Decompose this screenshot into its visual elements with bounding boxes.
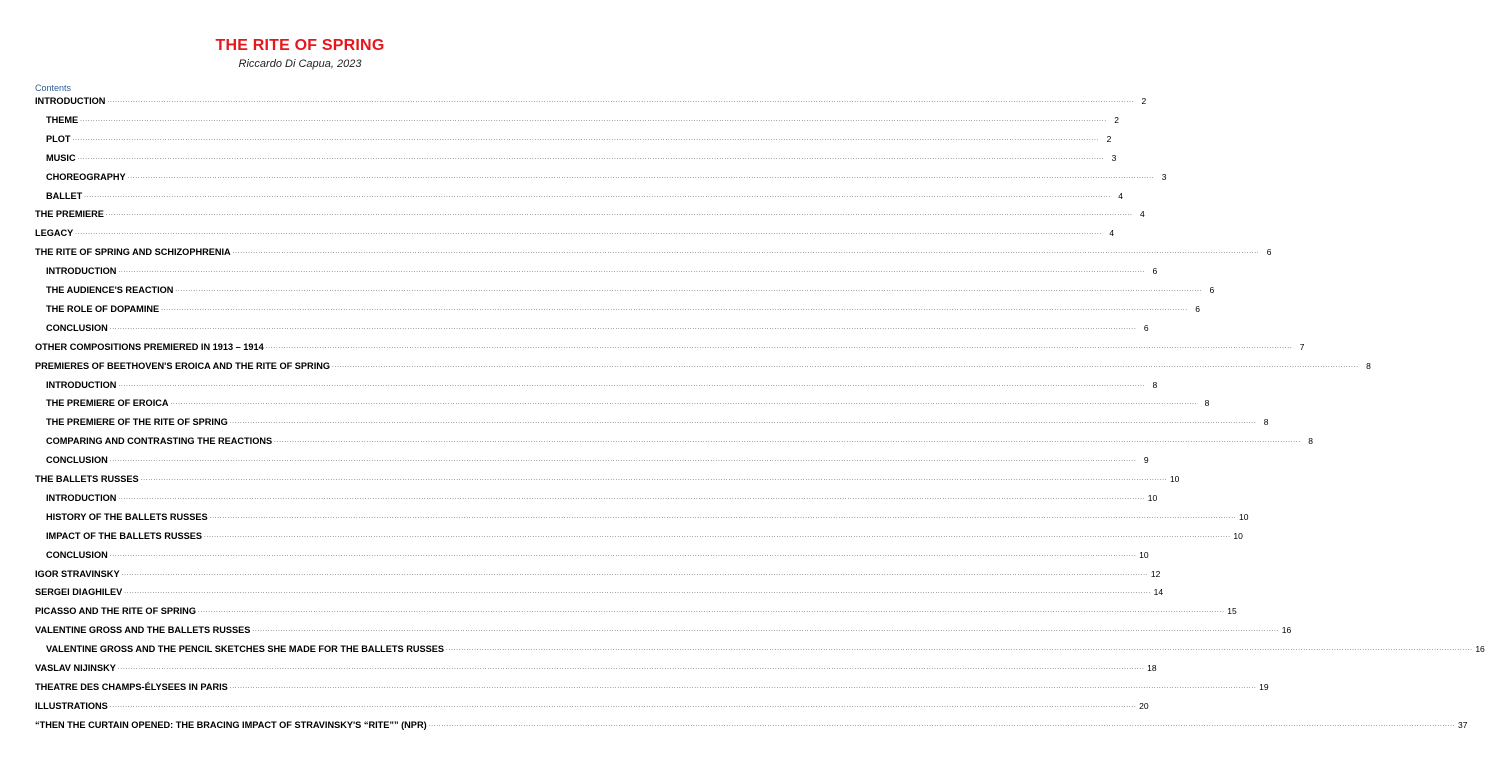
toc-leader-dots: ................................................................................................................................................................................................................................................................................................................................................................................................................ <box>197 608 1225 615</box>
toc-entry-page: 18 <box>1147 663 1157 673</box>
toc-leader-dots: ................................................................................................................................................................................................................................................................................................................................................................................................................ <box>446 646 1473 653</box>
document-title: THE RITE OF SPRING <box>215 37 385 54</box>
toc-leader-dots: ................................................................................................................................................................................................................................................................................................................................................................................................................ <box>105 211 1133 218</box>
toc-leader-dots: ................................................................................................................................................................................................................................................................................................................................................................................................................ <box>170 400 1198 407</box>
toc-entry-page: 10 <box>1233 530 1243 541</box>
toc-entry[interactable] <box>35 603 1237 617</box>
toc-entry-label: THE BALLETS RUSSES <box>35 474 139 484</box>
toc-entry[interactable] <box>46 528 1243 542</box>
toc-leader-dots: ................................................................................................................................................................................................................................................................................................................................................................................................................ <box>121 570 1149 577</box>
toc-entry-page: 8 <box>1308 436 1313 447</box>
toc-entry-page: 6 <box>1209 285 1215 295</box>
toc-entry-label: PREMIERES OF BEETHOVEN'S EROICA AND THE RITE OF SPRING <box>35 360 331 371</box>
toc-entry-page: 4 <box>1109 228 1115 239</box>
toc-entry-label: CONCLUSION <box>46 455 108 466</box>
toc-entry-page: 3 <box>1161 171 1167 182</box>
toc-entry-page: 6 <box>1266 247 1272 258</box>
toc-leader-dots: ................................................................................................................................................................................................................................................................................................................................................................................................................ <box>161 305 1188 312</box>
toc-leader-dots: ................................................................................................................................................................................................................................................................................................................................................................................................................ <box>109 551 1137 558</box>
toc-entry-label: HISTORY OF THE BALLETS RUSSES <box>46 511 208 522</box>
toc-entry-label: BALLET <box>46 190 83 201</box>
toc-leader-dots: ................................................................................................................................................................................................................................................................................................................................................................................................................ <box>118 268 1146 275</box>
toc-entry[interactable] <box>46 377 1158 391</box>
toc-entry-page: 6 <box>1195 303 1200 314</box>
toc-entry[interactable] <box>46 301 1200 315</box>
toc-entry-label: CONCLUSION <box>46 549 108 560</box>
toc-entry-page: 10 <box>1169 474 1180 484</box>
toc-entry-page: 8 <box>1204 398 1210 409</box>
toc-leader-dots: ................................................................................................................................................................................................................................................................................................................................................................................................................ <box>72 135 1100 142</box>
toc-leader-dots: ................................................................................................................................................................................................................................................................................................................................................................................................................ <box>107 98 1135 104</box>
toc-entry[interactable] <box>35 358 1371 372</box>
toc-entry-page: 8 <box>1366 360 1371 371</box>
toc-entry[interactable] <box>35 471 1180 485</box>
toc-leader-dots: ................................................................................................................................................................................................................................................................................................................................................................................................................ <box>117 665 1145 671</box>
toc-entry-label: COMPARING AND CONTRASTING THE REACTIONS <box>46 436 273 447</box>
toc-entry[interactable] <box>35 679 1269 693</box>
toc-entry-label: CONCLUSION <box>46 322 108 333</box>
toc-entry-label: ILLUSTRATIONS <box>35 700 108 711</box>
toc-entry-label: VALENTINE GROSS AND THE BALLETS RUSSES <box>35 625 251 636</box>
toc-entry-page: 8 <box>1263 417 1269 428</box>
toc-entry-page: 16 <box>1281 625 1292 636</box>
toc-entry-page: 7 <box>1299 341 1305 352</box>
contents-heading: Contents <box>35 83 72 93</box>
toc-entry-page: 6 <box>1143 322 1149 333</box>
toc-entry-page: 4 <box>1139 209 1145 220</box>
toc-entry-label: OTHER COMPOSITIONS PREMIERED IN 1913 – 1914 <box>35 341 264 352</box>
toc-leader-dots: ................................................................................................................................................................................................................................................................................................................................................................................................................ <box>84 192 1112 199</box>
toc-entry[interactable] <box>35 339 1305 353</box>
toc-leader-dots: ................................................................................................................................................................................................................................................................................................................................................................................................................ <box>77 154 1105 161</box>
toc-entry-label: CHOREOGRAPHY <box>46 171 126 182</box>
toc-entry[interactable] <box>35 566 1161 580</box>
toc-entry-label: INTRODUCTION <box>46 379 117 390</box>
toc-entry-label: THE PREMIERE <box>35 209 104 220</box>
toc-entry-page: 9 <box>1143 455 1149 466</box>
toc-entry-label: THE AUDIENCE'S REACTION <box>46 285 174 295</box>
document-subtitle: Riccardo Di Capua, 2023 <box>238 58 362 70</box>
toc-leader-dots: ................................................................................................................................................................................................................................................................................................................................................................................................................ <box>124 589 1152 596</box>
toc-entry-page: 2 <box>1106 133 1112 144</box>
toc-entry-label: THE ROLE OF DOPAMINE <box>46 303 160 314</box>
toc-entry-page: 10 <box>1139 549 1149 560</box>
toc-entry[interactable] <box>46 131 1112 145</box>
toc-entry-label: THEME <box>46 114 79 125</box>
toc-entry-page: 6 <box>1152 266 1158 277</box>
toc-entry[interactable] <box>46 641 1485 655</box>
toc-entry-page: 4 <box>1118 190 1124 201</box>
toc-leader-dots: ................................................................................................................................................................................................................................................................................................................................................................................................................ <box>118 381 1146 388</box>
toc-entry[interactable] <box>46 282 1215 296</box>
toc-leader-dots: ................................................................................................................................................................................................................................................................................................................................................................................................................ <box>109 457 1137 464</box>
toc-entry-page: 2 <box>1114 114 1119 125</box>
toc-leader-dots: ................................................................................................................................................................................................................................................................................................................................................................................................................ <box>209 513 1237 520</box>
toc-entry[interactable] <box>46 150 1117 164</box>
toc-entry[interactable] <box>46 452 1149 466</box>
toc-entry[interactable] <box>46 188 1124 202</box>
toc-leader-dots: ................................................................................................................................................................................................................................................................................................................................................................................................................ <box>274 438 1301 445</box>
toc-entry[interactable] <box>46 414 1269 428</box>
toc-entry-label: “THEN THE CURTAIN OPENED: THE BRACING IMPACT OF STRAVINSKY'S “RITE”” (NPR) <box>35 719 427 730</box>
toc-leader-dots: ................................................................................................................................................................................................................................................................................................................................................................................................................ <box>204 532 1231 539</box>
toc-entry[interactable] <box>35 660 1157 674</box>
toc-entry-page: 20 <box>1139 700 1149 711</box>
toc-entry-label: PICASSO AND THE RITE OF SPRING <box>35 606 196 617</box>
toc-leader-dots: ................................................................................................................................................................................................................................................................................................................................................................................................................ <box>229 683 1257 690</box>
toc-entry-label: MUSIC <box>46 152 76 163</box>
toc-entry-label: THE PREMIERE OF THE RITE OF SPRING <box>46 417 228 428</box>
toc-entry-page: 10 <box>1238 511 1249 522</box>
toc-entry-label: SERGEI DIAGHILEV <box>35 587 123 598</box>
toc-leader-dots: ................................................................................................................................................................................................................................................................................................................................................................................................................ <box>252 627 1280 634</box>
toc-entry[interactable] <box>35 622 1292 636</box>
toc-entry[interactable] <box>35 206 1145 220</box>
toc-entry[interactable] <box>46 395 1210 409</box>
toc-leader-dots: ................................................................................................................................................................................................................................................................................................................................................................................................................ <box>265 343 1293 350</box>
toc-leader-dots: ................................................................................................................................................................................................................................................................................................................................................................................................................ <box>75 230 1103 237</box>
toc-entry[interactable] <box>46 490 1158 504</box>
toc-entry-page: 37 <box>1457 719 1468 730</box>
toc-entry-label: THEATRE DES CHAMPS-ÉLYSEES IN PARIS <box>35 681 228 692</box>
toc-leader-dots: ................................................................................................................................................................................................................................................................................................................................................................................................................ <box>229 419 1257 426</box>
toc-entry-label: IGOR STRAVINSKY <box>35 568 120 579</box>
toc-entry-label: INTRODUCTION <box>46 492 117 503</box>
toc-entry-label: VASLAV NIJINSKY <box>35 663 116 673</box>
toc-entry-page: 19 <box>1259 681 1269 692</box>
toc-entry-label: INTRODUCTION <box>46 266 117 277</box>
toc-entry[interactable] <box>35 93 1147 107</box>
toc-entry-page: 12 <box>1150 568 1161 579</box>
toc-leader-dots: ................................................................................................................................................................................................................................................................................................................................................................................................................ <box>232 249 1260 256</box>
toc-leader-dots: ................................................................................................................................................................................................................................................................................................................................................................................................................ <box>127 173 1155 180</box>
toc-entry[interactable] <box>46 509 1249 523</box>
toc-entry[interactable] <box>46 169 1167 183</box>
toc-leader-dots: ................................................................................................................................................................................................................................................................................................................................................................................................................ <box>80 116 1107 123</box>
toc-entry-page: 14 <box>1153 587 1164 598</box>
toc-entry-page: 10 <box>1147 492 1158 503</box>
toc-entry-label: VALENTINE GROSS AND THE PENCIL SKETCHES SHE MADE FOR THE BALLETS RUSSES <box>46 644 444 655</box>
toc-entry-page: 16 <box>1475 644 1485 655</box>
toc-entry[interactable] <box>46 320 1149 334</box>
toc-leader-dots: ................................................................................................................................................................................................................................................................................................................................................................................................................ <box>428 721 1456 728</box>
toc-entry[interactable] <box>46 263 1158 277</box>
toc-entry-label: LEGACY <box>35 228 74 239</box>
toc-leader-dots: ................................................................................................................................................................................................................................................................................................................................................................................................................ <box>332 362 1359 369</box>
toc-entry-label: IMPACT OF THE BALLETS RUSSES <box>46 530 203 541</box>
toc-entry[interactable] <box>35 584 1164 598</box>
toc-entry[interactable] <box>35 225 1115 239</box>
toc-entry-label: THE PREMIERE OF EROICA <box>46 398 169 409</box>
toc-entry[interactable] <box>35 244 1272 258</box>
toc-leader-dots: ................................................................................................................................................................................................................................................................................................................................................................................................................ <box>109 324 1137 331</box>
toc-leader-dots: ................................................................................................................................................................................................................................................................................................................................................................................................................ <box>175 287 1203 293</box>
toc-entry-label: PLOT <box>46 133 71 144</box>
toc-entry-page: 2 <box>1141 96 1147 106</box>
toc-entry[interactable] <box>46 433 1313 447</box>
toc-entry-page: 3 <box>1111 152 1117 163</box>
toc-leader-dots: ................................................................................................................................................................................................................................................................................................................................................................................................................ <box>118 494 1146 501</box>
toc-entry[interactable] <box>46 112 1119 126</box>
toc-entry-page: 8 <box>1152 379 1158 390</box>
toc-entry[interactable] <box>35 698 1149 712</box>
toc-leader-dots: ................................................................................................................................................................................................................................................................................................................................................................................................................ <box>109 702 1137 709</box>
toc-entry-label: THE RITE OF SPRING AND SCHIZOPHRENIA <box>35 247 231 258</box>
toc-leader-dots: ................................................................................................................................................................................................................................................................................................................................................................................................................ <box>140 476 1168 482</box>
toc-entry[interactable] <box>46 547 1149 561</box>
toc-entry-page: 15 <box>1227 606 1237 617</box>
toc-entry-label: INTRODUCTION <box>35 96 106 106</box>
toc-entry[interactable] <box>35 717 1468 731</box>
